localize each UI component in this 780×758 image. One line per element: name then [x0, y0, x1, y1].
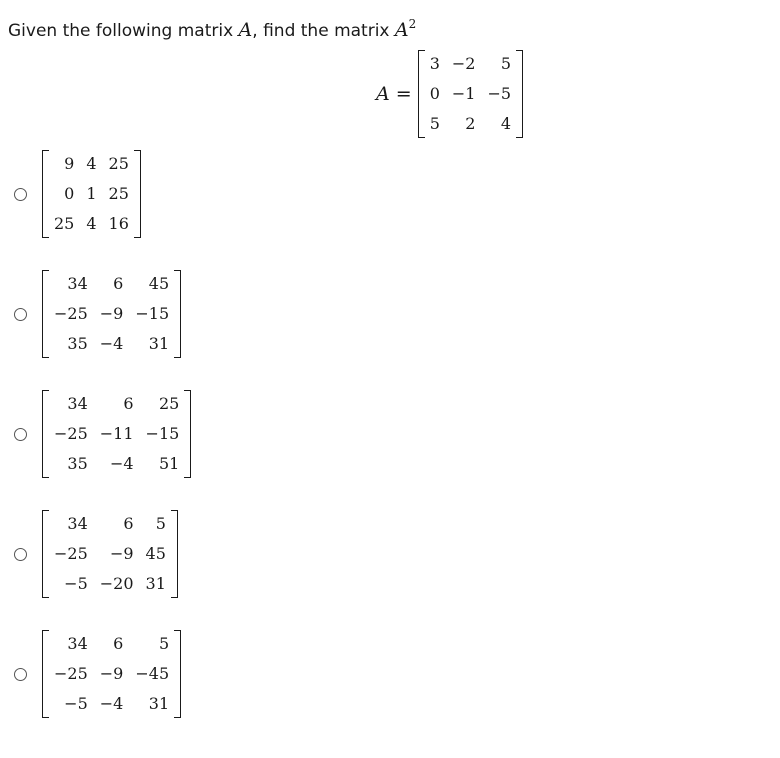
matrix-row: [48, 269, 175, 299]
matrix-row: [424, 49, 517, 79]
matrix-cell: 6: [123, 394, 134, 413]
option-5-matrix: [42, 629, 181, 719]
given-matrix-label-var: A: [376, 83, 390, 105]
matrix-cell: 0: [429, 84, 440, 103]
matrix-cell: 5: [429, 114, 440, 133]
matrix-cell: 34: [67, 514, 88, 533]
matrix-row: [48, 209, 135, 239]
matrix-cell: 34: [67, 274, 88, 293]
matrix-cell: 25: [54, 214, 75, 233]
answer-option-3[interactable]: [14, 389, 191, 479]
matrix-row: [48, 689, 175, 719]
matrix-row: [48, 449, 185, 479]
radio-button-option-4[interactable]: [14, 548, 27, 561]
matrix-cell: 51: [158, 454, 180, 473]
matrix-cell: 6: [113, 274, 124, 293]
matrix-cell: 6: [113, 634, 124, 653]
matrix-row: [48, 539, 172, 569]
matrix-row: [48, 659, 175, 689]
question-target-var: A: [394, 19, 409, 41]
option-3-matrix-table: [48, 389, 185, 479]
matrix-row: [48, 569, 172, 599]
matrix-cell: −4: [99, 694, 124, 713]
question-target-exponent: 2: [408, 17, 417, 31]
matrix-cell: 35: [67, 454, 88, 473]
radio-button-option-3[interactable]: [14, 428, 27, 441]
matrix-cell: −11: [99, 424, 134, 443]
matrix-cell: 35: [67, 334, 88, 353]
matrix-cell: 9: [64, 154, 75, 173]
matrix-row: [48, 149, 135, 179]
matrix-cell: 45: [148, 274, 170, 293]
given-matrix-table: [424, 49, 517, 139]
matrix-cell: 2: [465, 114, 476, 133]
matrix-cell: 45: [145, 544, 166, 563]
matrix-cell: 5: [500, 54, 512, 73]
matrix-cell: −4: [99, 334, 124, 353]
matrix-cell: 31: [148, 694, 170, 713]
matrix-cell: 4: [86, 154, 97, 173]
matrix-cell: 34: [67, 394, 88, 413]
answer-option-1[interactable]: [14, 149, 141, 239]
matrix-cell: −5: [64, 694, 88, 713]
matrix-cell: −15: [135, 304, 170, 323]
answer-option-5[interactable]: [14, 629, 181, 719]
matrix-cell: 25: [108, 154, 129, 173]
answer-option-4[interactable]: [14, 509, 178, 599]
matrix-cell: 4: [86, 214, 97, 233]
matrix-cell: 0: [64, 184, 75, 203]
question-mid: , find the matrix: [252, 21, 395, 41]
option-5-matrix-table: [48, 629, 175, 719]
matrix-row: [48, 179, 135, 209]
given-matrix-equals: =: [389, 83, 412, 105]
matrix-cell: 1: [86, 184, 97, 203]
matrix-row: [48, 419, 185, 449]
option-1-matrix: [42, 149, 141, 239]
radio-button-option-5[interactable]: [14, 668, 27, 681]
matrix-cell: −25: [54, 304, 88, 323]
matrix-row: [424, 109, 517, 139]
question-prefix: Given the following matrix: [8, 21, 239, 41]
given-matrix-definition: [376, 49, 523, 139]
matrix-cell: 6: [123, 514, 134, 533]
matrix-row: [48, 389, 185, 419]
option-2-matrix-table: [48, 269, 175, 359]
question-text: [8, 12, 416, 43]
matrix-cell: −2: [451, 54, 476, 73]
matrix-cell: −5: [487, 84, 512, 103]
matrix-cell: −25: [54, 424, 88, 443]
matrix-cell: −1: [451, 84, 476, 103]
matrix-row: [424, 79, 517, 109]
matrix-cell: −9: [99, 664, 124, 683]
matrix-cell: 16: [108, 214, 129, 233]
matrix-row: [48, 509, 172, 539]
matrix-cell: −45: [135, 664, 170, 683]
given-matrix: [418, 49, 523, 139]
radio-button-option-1[interactable]: [14, 188, 27, 201]
matrix-cell: 31: [145, 574, 166, 593]
matrix-row: [48, 629, 175, 659]
matrix-cell: −9: [109, 544, 134, 563]
given-matrix-label: [376, 83, 412, 105]
matrix-cell: 3: [429, 54, 440, 73]
matrix-cell: −25: [54, 544, 88, 563]
matrix-cell: 25: [108, 184, 129, 203]
matrix-cell: −5: [64, 574, 88, 593]
matrix-cell: −4: [109, 454, 134, 473]
matrix-cell: 5: [155, 514, 166, 533]
matrix-cell: −25: [54, 664, 88, 683]
matrix-cell: −9: [99, 304, 124, 323]
option-4-matrix: [42, 509, 178, 599]
matrix-cell: 5: [158, 634, 170, 653]
question-target: [395, 19, 416, 41]
matrix-row: [48, 299, 175, 329]
matrix-cell: −15: [145, 424, 180, 443]
answer-option-2[interactable]: [14, 269, 181, 359]
option-1-matrix-table: [48, 149, 135, 239]
matrix-cell: 25: [158, 394, 180, 413]
option-3-matrix: [42, 389, 191, 479]
option-4-matrix-table: [48, 509, 172, 599]
question-matrix-var: A: [238, 19, 253, 41]
option-2-matrix: [42, 269, 181, 359]
radio-button-option-2[interactable]: [14, 308, 27, 321]
matrix-cell: −20: [99, 574, 134, 593]
matrix-cell: 34: [67, 634, 88, 653]
matrix-cell: 31: [148, 334, 170, 353]
matrix-cell: 4: [500, 114, 512, 133]
matrix-row: [48, 329, 175, 359]
